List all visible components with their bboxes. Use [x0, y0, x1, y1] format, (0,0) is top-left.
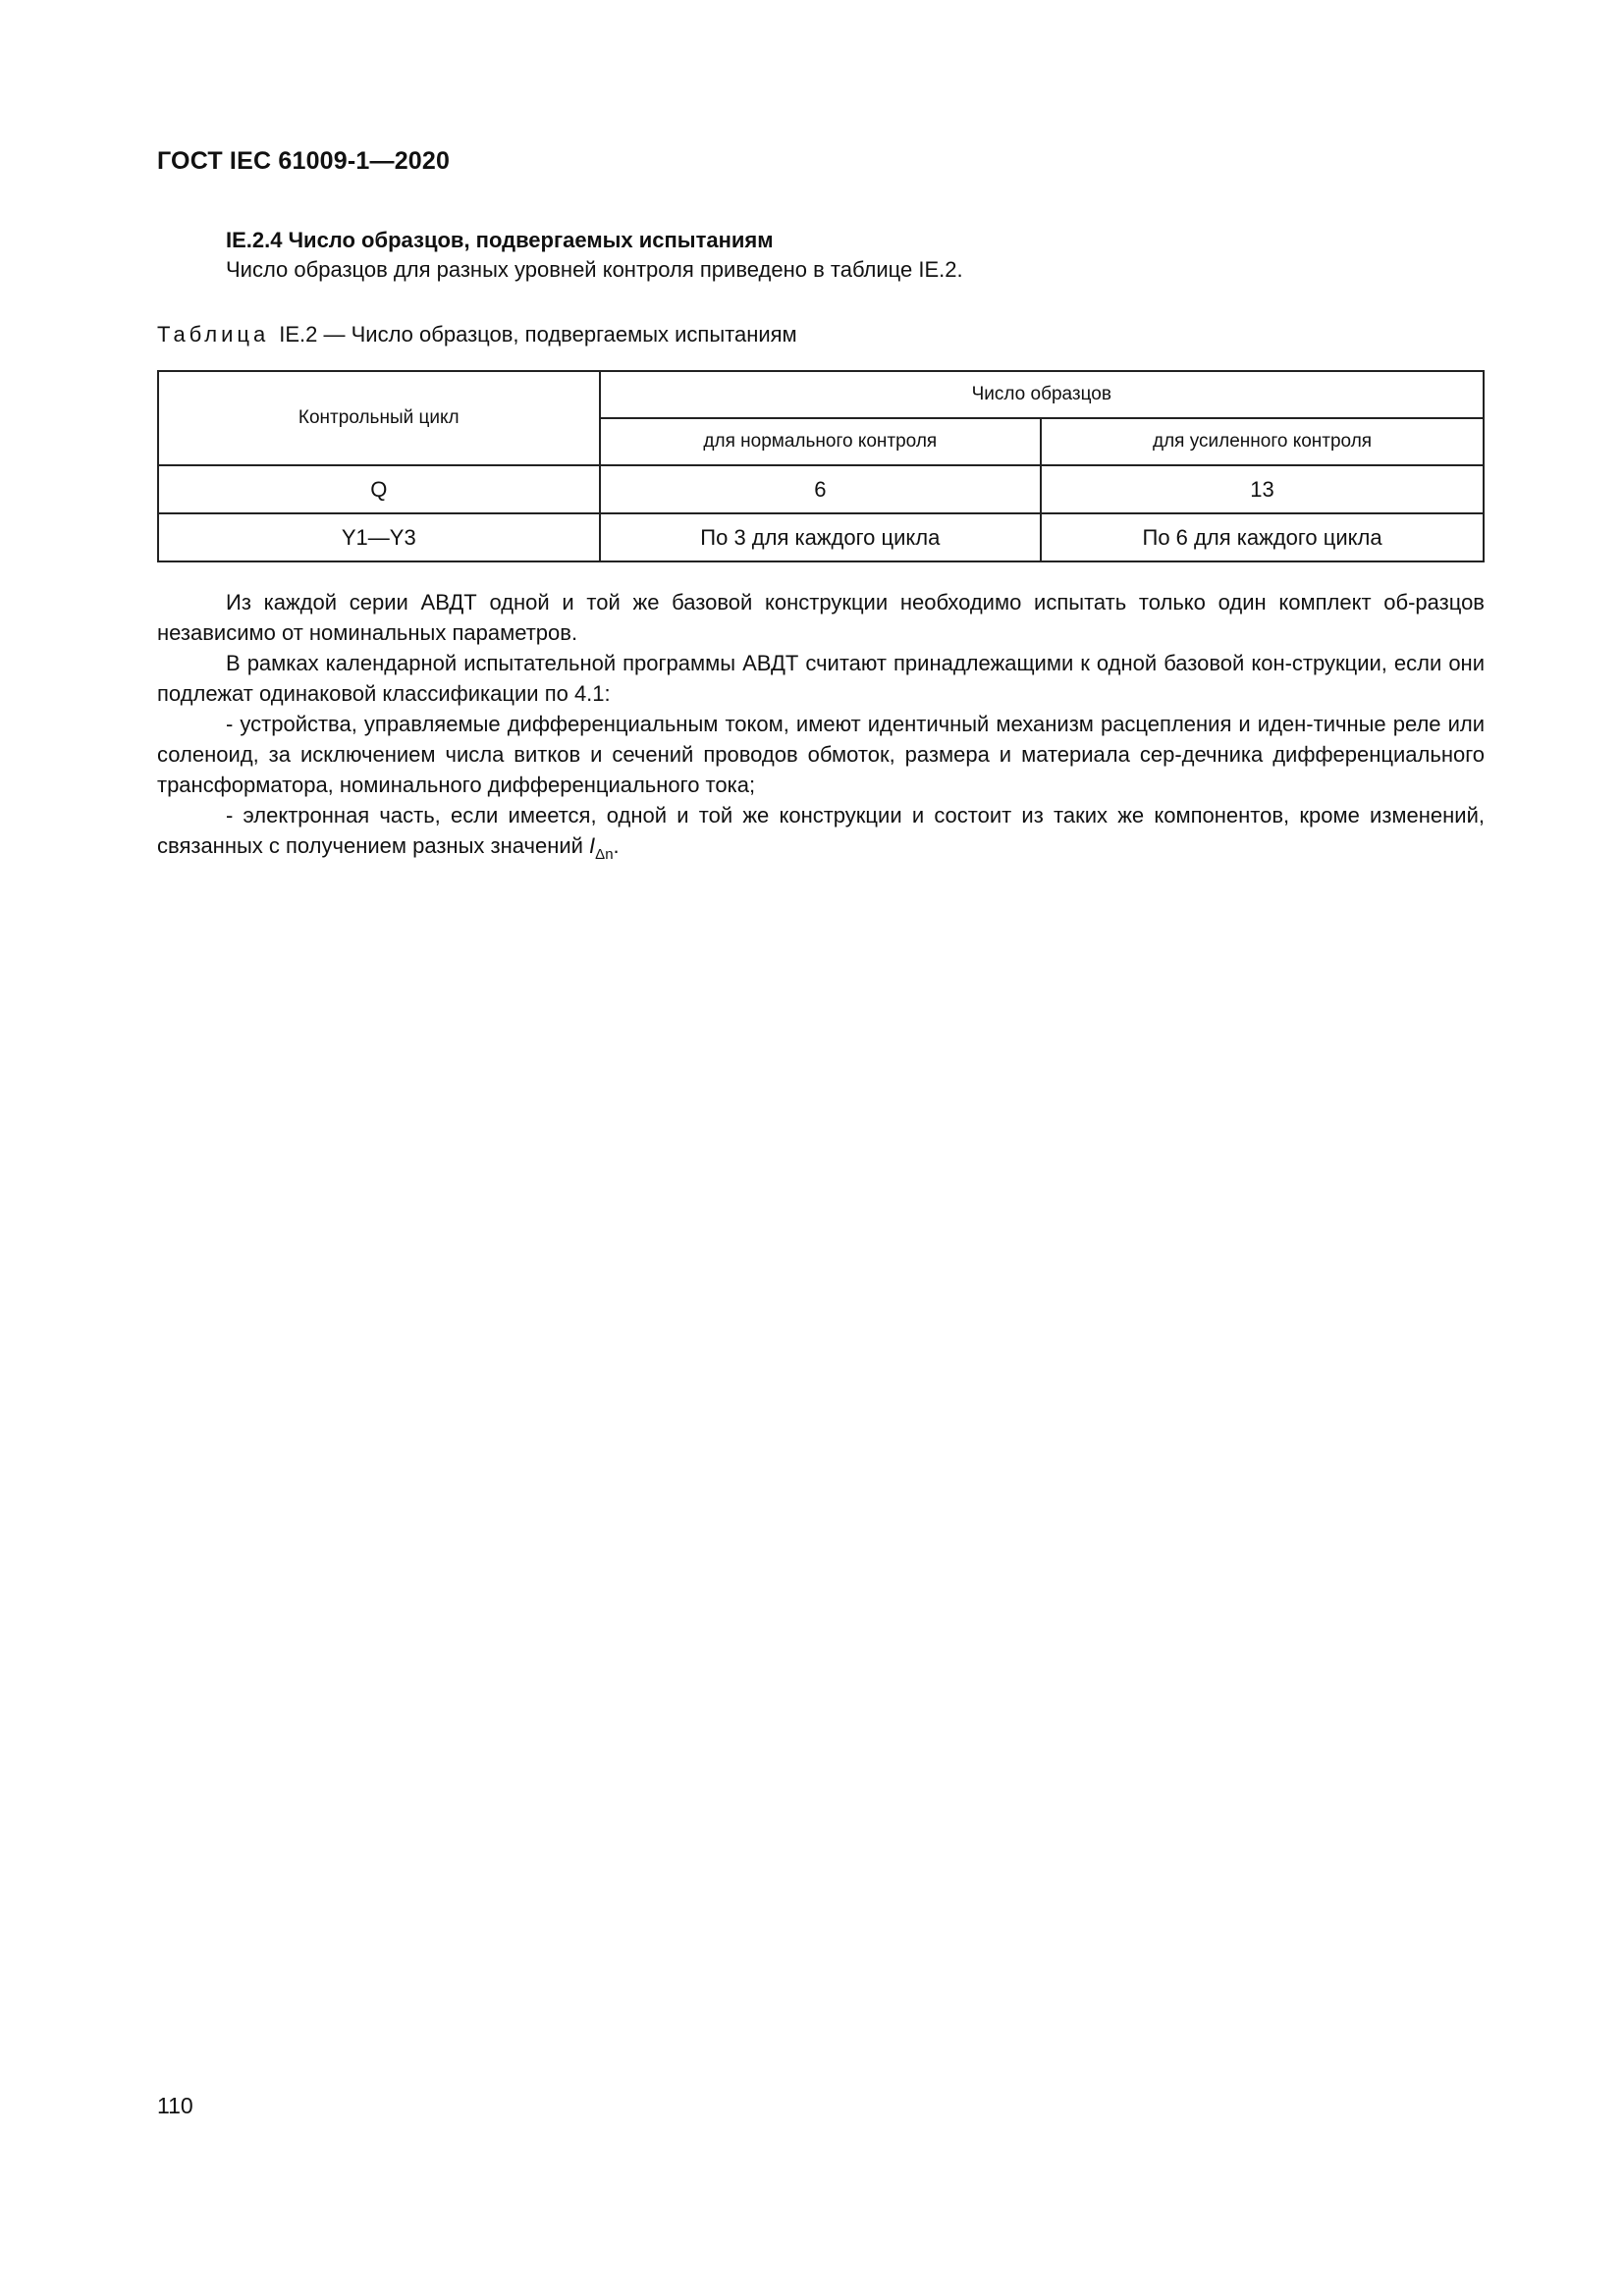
page-number: 110	[157, 2093, 193, 2118]
paragraph-4-text: - электронная часть, если имеется, одной и той же конструкции и состоит из таких же компонентов, кроме изменений, связанных с получением разных значений	[157, 803, 1485, 858]
samples-table	[157, 370, 1485, 562]
paragraph-4-end: .	[613, 833, 620, 858]
symbol-subscript: Δn	[595, 846, 614, 863]
header-normal: для нормального контроля	[600, 418, 1042, 465]
document-header: ГОСТ IEC 61009-1—2020	[157, 147, 451, 175]
table-row	[158, 465, 1484, 513]
header-tightened: для усиленного контроля	[1041, 418, 1484, 465]
header-samples: Число образцов	[600, 371, 1484, 418]
table-caption	[157, 320, 797, 349]
cell-normal: По 3 для каждого цикла	[600, 513, 1042, 561]
cell-tightened: 13	[1041, 465, 1484, 513]
paragraph-2: В рамках календарной испытательной программы АВДТ считают принадлежащими к одной базовой кон-струкции, если они подлежат одинаковой классификации по 4.1:	[157, 651, 1485, 706]
paragraph-3: - устройства, управляемые дифференциальным током, имеют идентичный механизм расцепления и иден-тичные реле или соленоид, за исключением числа витков и сечений проводов обмоток, размера и материала сер-дечника дифференциального трансформатора, номинального дифференциального тока;	[157, 712, 1485, 797]
table-caption-label: Таблица	[157, 322, 270, 347]
paragraph-1: Из каждой серии АВДТ одной и той же базовой конструкции необходимо испытать только один комплект об-разцов независимо от номинальных параметров.	[157, 590, 1485, 645]
cell-cycle: Y1—Y3	[158, 513, 600, 561]
table-caption-text: IE.2 — Число образцов, подвергаемых испытаниям	[279, 322, 797, 347]
body-text	[157, 587, 1485, 870]
table-row	[158, 513, 1484, 561]
section-heading: IE.2.4 Число образцов, подвергаемых испытаниям	[226, 228, 774, 252]
cell-normal: 6	[600, 465, 1042, 513]
section-intro: Число образцов для разных уровней контроля приведено в таблице IE.2.	[226, 257, 963, 282]
cell-cycle: Q	[158, 465, 600, 513]
cell-tightened: По 6 для каждого цикла	[1041, 513, 1484, 561]
symbol-i: I	[589, 833, 596, 858]
header-cycle: Контрольный цикл	[158, 371, 600, 465]
paragraph-4	[157, 800, 1485, 870]
section	[157, 226, 1483, 285]
